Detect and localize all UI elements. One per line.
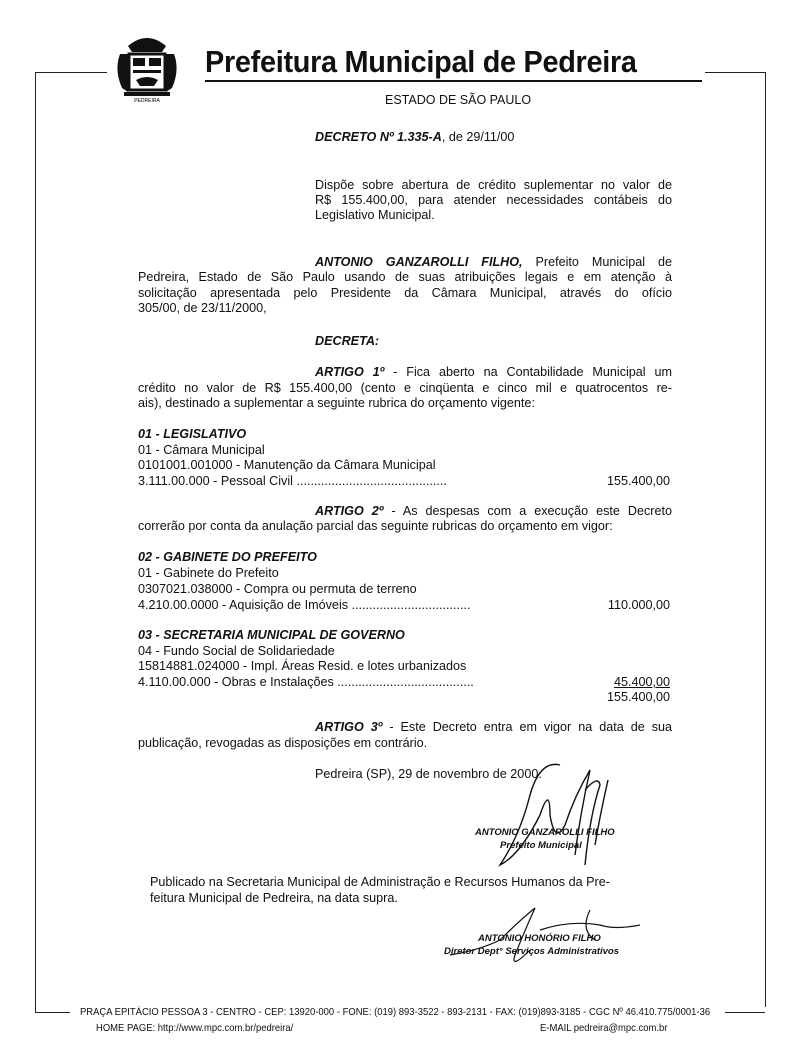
artigo1-label: ARTIGO 1º — [315, 365, 385, 379]
signatory2-role: Diretor Dept° Serviços Administrativos — [444, 946, 620, 957]
preamble-line-2: Pedreira, Estado de São Paulo usando de suas atribuições legais e em atenção à — [138, 270, 672, 284]
publication-line-1: Publicado na Secretaria Municipal de Administração e Recursos Humanos da Pre- — [150, 875, 610, 889]
section3-heading: 03 - SECRETARIA MUNICIPAL DE GOVERNO — [138, 628, 405, 642]
coat-of-arms-logo — [114, 30, 180, 104]
artigo1-text: - Fica aberto na Contabilidade Municipal um — [393, 365, 672, 379]
frame-border-bottom-left — [35, 1012, 70, 1013]
decree-number: DECRETO Nº 1.335-A — [315, 130, 442, 144]
artigo1-line-3: ais), destinado a suplementar a seguinte rubrica do orçamento vigente: — [138, 396, 535, 410]
publication-line-2: feitura Municipal de Pedreira, na data supra. — [150, 891, 398, 905]
artigo2-text: - As despesas com a execução este Decreto — [391, 504, 672, 518]
section2-amount: 110.000,00 — [607, 598, 670, 612]
state-label: ESTADO DE SÃO PAULO — [385, 93, 532, 107]
decreta-heading: DECRETA: — [315, 334, 380, 348]
section3-program: 15814881.024000 - Impl. Áreas Resid. e lotes urbanizados — [138, 659, 467, 673]
place-date: Pedreira (SP), 29 de novembro de 2000. — [315, 767, 542, 781]
section1-unit: 01 - Câmara Municipal — [138, 443, 265, 457]
artigo3-label: ARTIGO 3º — [315, 720, 383, 734]
section3-unit: 04 - Fundo Social de Solidariedade — [138, 644, 335, 658]
signatory1-role: Prefeito Municipal — [500, 840, 582, 851]
section2-unit: 01 - Gabinete do Prefeito — [138, 566, 279, 580]
section3-amount: 45.400,00 — [613, 675, 670, 689]
signatory1-name: ANTONIO GANZAROLLI FILHO — [475, 827, 615, 838]
svg-text:PEDREIRA: PEDREIRA — [134, 98, 160, 104]
footer-address: PRAÇA EPITÁCIO PESSOA 3 - CENTRO - CEP: 13920-000 - FONE: (019) 893-3522 - 893-2131 - FAX: (019)893-3185 - CGC Nº 46.410.775/0001-36 — [80, 1006, 711, 1018]
section1-heading: 01 - LEGISLATIVO — [138, 427, 247, 441]
frame-border-left — [35, 72, 36, 1012]
summary-line-1: Dispõe sobre abertura de crédito suplementar no valor de — [315, 178, 672, 192]
preamble-line-1 — [315, 255, 672, 271]
section1-item: 3.111.00.000 - Pessoal Civil ........................................... — [138, 474, 447, 488]
frame-border-right — [765, 72, 766, 1007]
mayor-name: ANTONIO GANZAROLLI FILHO, — [315, 255, 523, 269]
artigo3-line-2: publicação, revogadas as disposições em contrário. — [138, 736, 428, 750]
signatory2-name: ANTONIO HONÓRIO FILHO — [478, 933, 601, 944]
summary-line-2: R$ 155.400,00, para atender necessidades contábeis do — [315, 193, 672, 207]
preamble-line-4: 305/00, de 23/11/2000, — [138, 301, 267, 315]
preamble-line-3: solicitação apresentada pelo Presidente da Câmara Municipal, através do ofício — [138, 286, 672, 300]
artigo1-line-2: crédito no valor de R$ 155.400,00 (cento e cinqüenta e cinco mil e quatrocentos re- — [138, 381, 672, 395]
page-title: Prefeitura Municipal de Pedreira — [205, 44, 637, 79]
title-underline — [205, 80, 702, 82]
frame-border-top-right — [705, 72, 765, 73]
artigo2-line-2: correrão por conta da anulação parcial das seguinte rubricas do orçamento em vigor: — [138, 519, 613, 533]
mayor-signature — [480, 755, 630, 875]
summary-line-3: Legislativo Municipal. — [315, 208, 435, 222]
section1-amount: 155.400,00 — [606, 474, 670, 488]
decree-title — [315, 130, 514, 146]
artigo3-text: - Este Decreto entra em vigor na data de sua — [389, 720, 672, 734]
artigo2-label: ARTIGO 2º — [315, 504, 384, 518]
decree-date: , de 29/11/00 — [441, 130, 515, 144]
section3-item: 4.110.00.000 - Obras e Instalações ....................................... — [138, 675, 474, 689]
artigo1-line-1 — [315, 365, 672, 381]
total-amount: 155.400,00 — [606, 690, 670, 704]
section2-heading: 02 - GABINETE DO PREFEITO — [138, 550, 317, 564]
section2-program: 0307021.038000 - Compra ou permuta de terreno — [138, 582, 417, 596]
footer-homepage[interactable]: HOME PAGE: http://www.mpc.com.br/pedreira/ — [96, 1022, 294, 1034]
footer-email[interactable]: E-MAIL pedreira@mpc.com.br — [540, 1022, 668, 1034]
section2-item: 4.210.00.0000 - Aquisição de Imóveis .................................. — [138, 598, 471, 612]
frame-border-top-left — [35, 72, 107, 73]
artigo3-line-1 — [315, 720, 672, 736]
frame-border-bottom-right — [725, 1012, 765, 1013]
artigo2-line-1 — [315, 504, 672, 520]
section1-program: 0101001.001000 - Manutenção da Câmara Municipal — [138, 458, 436, 472]
preamble-text: Prefeito Municipal de — [535, 255, 673, 269]
